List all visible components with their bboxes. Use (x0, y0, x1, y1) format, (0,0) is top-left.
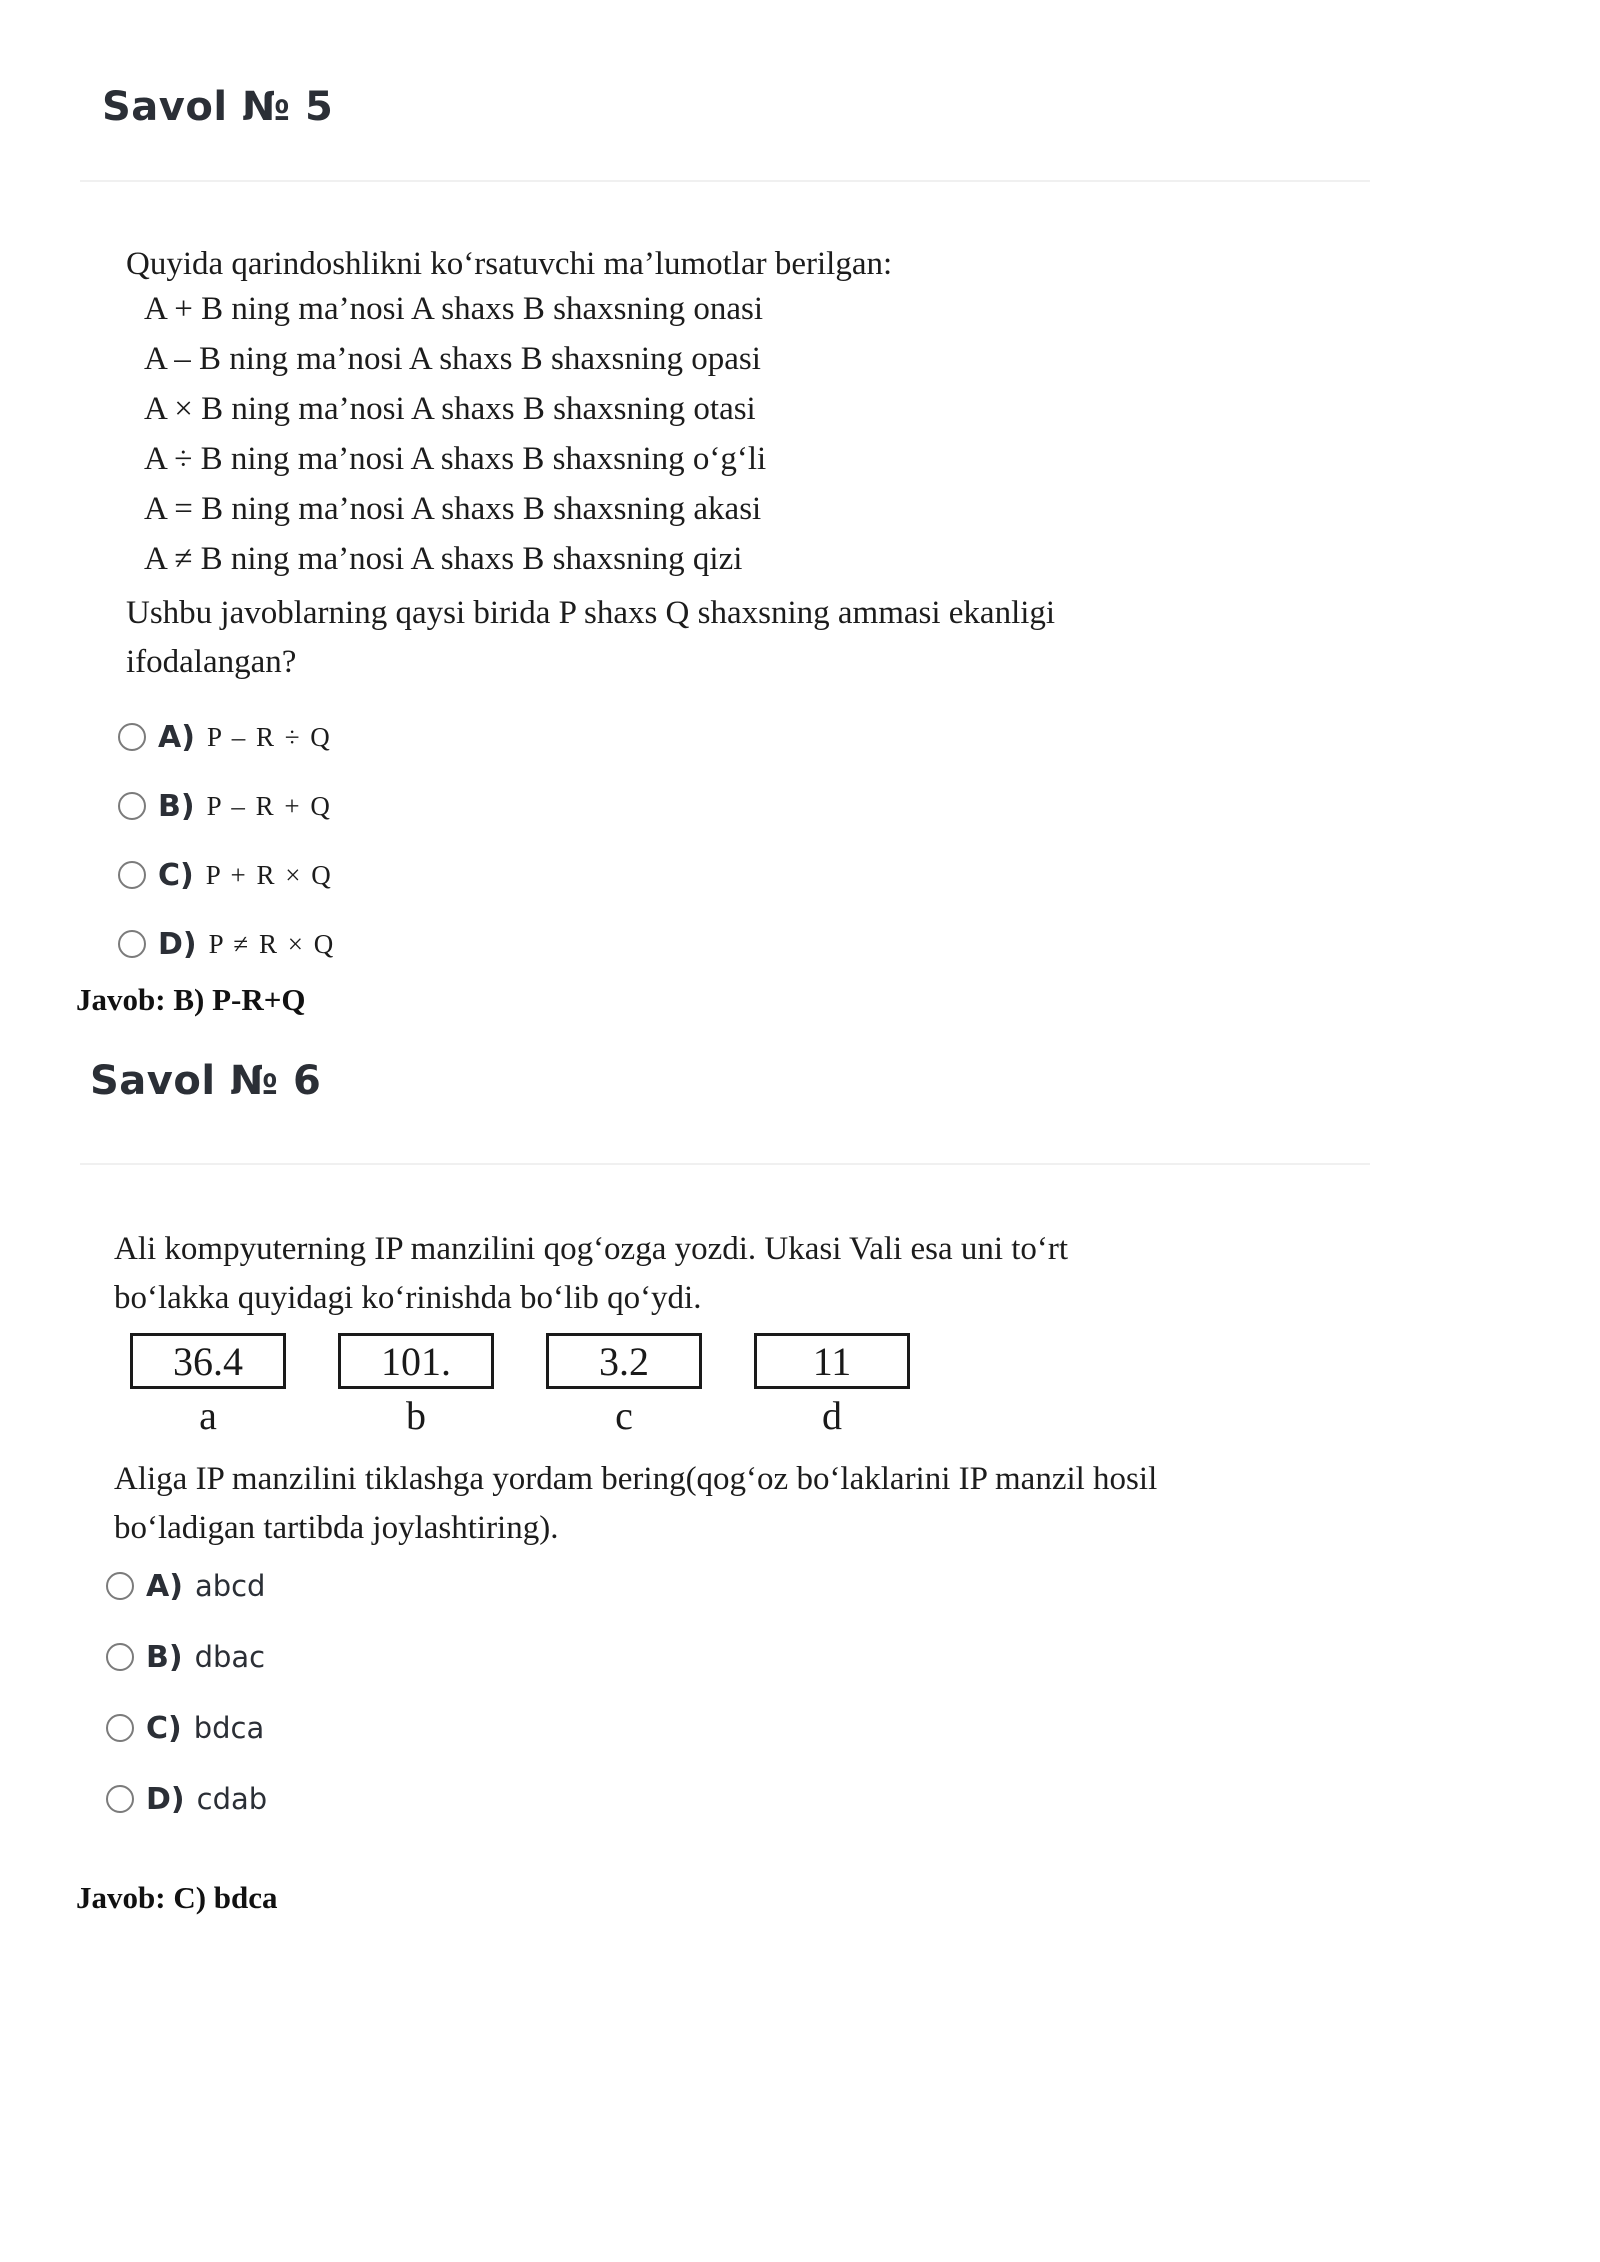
question-6-heading: Savol № 6 (90, 1058, 322, 1104)
question-6-text (114, 1455, 1157, 1553)
radio-button[interactable] (118, 861, 146, 889)
option-letter: A) (146, 1568, 183, 1604)
question-5-divider (80, 180, 1370, 182)
option-text: P – R + Q (206, 790, 332, 821)
ip-piece-box: 36.4 (130, 1333, 286, 1389)
radio-button[interactable] (118, 723, 146, 751)
option-text: P + R × Q (205, 859, 333, 890)
question-6-intro (114, 1225, 1068, 1323)
q5-option-a[interactable] (118, 717, 332, 757)
ip-piece-box: 11 (754, 1333, 910, 1389)
relation-item: A × B ning ma’nosi A shaxs B shaxsning otasi (144, 391, 756, 427)
question-5-line: ifodalangan? (126, 644, 297, 680)
question-6-line: Aliga IP manzilini tiklashga yordam bering(qog‘oz bo‘laklarini IP manzil hosil (114, 1461, 1158, 1497)
q5-option-b[interactable] (118, 786, 332, 826)
radio-button[interactable] (106, 1572, 134, 1600)
relation-item: A + B ning ma’nosi A shaxs B shaxsning onasi (144, 291, 764, 327)
option-text: dbac (194, 1640, 266, 1674)
question-5-intro: Quyida qarindoshlikni ko‘rsatuvchi ma’lumotlar berilgan: (126, 246, 893, 282)
question-6-line: bo‘ladigan tartibda joylashtiring). (114, 1510, 559, 1546)
option-letter: B) (146, 1639, 183, 1675)
option-text: P – R ÷ Q (206, 721, 332, 752)
ip-piece-label: d (822, 1393, 842, 1438)
option-letter: D) (146, 1781, 185, 1817)
radio-button[interactable] (118, 792, 146, 820)
relation-item: A ÷ B ning ma’nosi A shaxs B shaxsning o‘g‘li (144, 441, 767, 477)
option-letter: C) (146, 1710, 182, 1746)
ip-piece-box: 101. (338, 1333, 494, 1389)
q6-option-c[interactable] (106, 1708, 264, 1748)
question-5-text (126, 589, 1055, 687)
relation-item: A – B ning ma’nosi A shaxs B shaxsning opasi (144, 341, 761, 377)
q6-option-d[interactable] (106, 1779, 267, 1819)
relation-list (144, 284, 766, 584)
radio-button[interactable] (118, 930, 146, 958)
question-5-line: Ushbu javoblarning qaysi birida P shaxs Q shaxsning ammasi ekanligi (126, 595, 1056, 631)
relation-item: A = B ning ma’nosi A shaxs B shaxsning akasi (144, 491, 762, 527)
question-5-heading: Savol № 5 (102, 84, 334, 130)
option-text: cdab (196, 1782, 268, 1816)
question-6-line: Ali kompyuterning IP manzilini qog‘ozga yozdi. Ukasi Vali esa uni to‘rt (114, 1231, 1069, 1267)
radio-button[interactable] (106, 1714, 134, 1742)
question-5-answer: Javob: B) P-R+Q (76, 982, 306, 1017)
ip-piece-label: a (199, 1393, 217, 1438)
option-letter: A) (158, 719, 195, 755)
option-text: P ≠ R × Q (208, 928, 336, 959)
q6-option-b[interactable] (106, 1637, 265, 1677)
ip-piece-label: b (406, 1393, 426, 1438)
q5-option-c[interactable] (118, 855, 333, 895)
question-6-answer: Javob: C) bdca (76, 1880, 278, 1915)
radio-button[interactable] (106, 1785, 134, 1813)
option-letter: D) (158, 926, 197, 962)
question-6-line: bo‘lakka quyidagi ko‘rinishda bo‘lib qo‘ydi. (114, 1280, 702, 1316)
option-letter: B) (158, 788, 195, 824)
option-text: abcd (194, 1569, 266, 1603)
ip-piece-box: 3.2 (546, 1333, 702, 1389)
relation-item: A ≠ B ning ma’nosi A shaxs B shaxsning qizi (144, 541, 743, 577)
ip-piece-label: c (615, 1393, 633, 1438)
option-letter: C) (158, 857, 194, 893)
option-text: bdca (193, 1711, 265, 1745)
q6-option-a[interactable] (106, 1566, 265, 1606)
q5-option-d[interactable] (118, 924, 335, 964)
radio-button[interactable] (106, 1643, 134, 1671)
question-6-divider (80, 1163, 1370, 1165)
